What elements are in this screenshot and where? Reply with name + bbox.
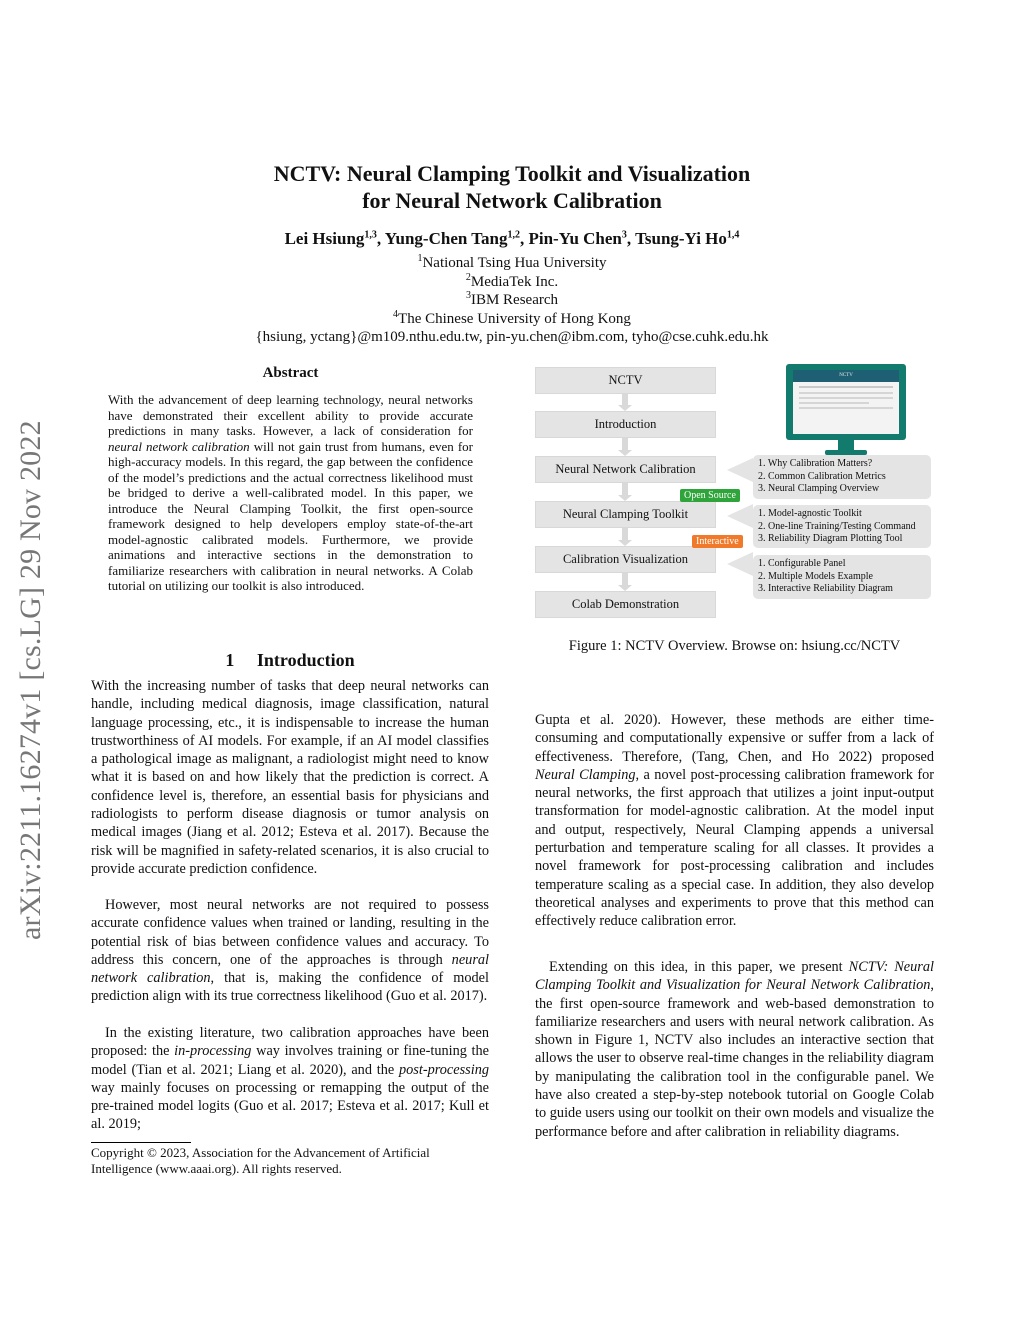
affiliation: $^3$IBM Research (465, 290, 559, 308)
section-bar-nctv: NCTV (535, 367, 716, 394)
monitor-screen-title: NCTV (793, 370, 899, 382)
callout-pointer (727, 458, 753, 482)
author: Yung-Chen Tang$^{1,2}$ (384, 229, 520, 248)
box-item: 3. Neural Clamping Overview (758, 483, 880, 494)
section-bar-colab-demonstration: Colab Demonstration (535, 591, 716, 618)
intro-paragraph-1: With the increasing number of tasks that deep neural networks can handle, including medical diagnosis, image classification, natural language processing, etc., it is indispensable to increase the human trustworthiness of AI models. For example, if an AI model classifies a pathological image as malignant, a radiologist might need to know what it is based on and how likely that the prediction is correct. A confidence level is, therefore, an essential basis for physicians and radiologists to perform disease diagnosis or tumor analysis on medical images (Jiang et al. 2012; Esteva et al. 2017). Because the risk will be magnified in safety-related scenarios, it is also crucial to provide accurate prediction confidence. (91, 678, 489, 877)
right-paragraph-2: Extending on this idea, in this paper, we present NCTV: Neural Clamping Toolkit and Visualization for Neural Network Calibration, the first open-source framework and web-based demonstration to familiarize researchers and users with neural network calibration. As shown in Figure 1, NCTV also includes an interactive section that allows the user to observe real-time changes in the reliability diagram by manipulating the calibration tool in the configurable panel. We have also created a step-by-step notebook tutorial on Google Colab to guide users using our toolkit on their own models and visualize the performance before and after calibration in reliability diagrams. (535, 959, 934, 1140)
author: Lei Hsiung$^{1,3}$ (284, 229, 377, 248)
monitor-icon (786, 364, 906, 440)
box-item: 3. Interactive Reliability Diagram (758, 583, 893, 594)
callout-pointer (727, 552, 753, 576)
box-item: 2. Common Calibration Metrics (758, 470, 886, 482)
section-bar-calibration-visualization: Calibration Visualization (535, 546, 716, 573)
section-bar-neural-network-calibration: Neural Network Calibration (535, 456, 716, 483)
affiliation: $^2$MediaTek Inc. (465, 271, 559, 290)
box-item: 1. Why Calibration Matters? (758, 458, 873, 469)
box-item: 3. Reliability Diagram Plotting Tool (758, 533, 903, 544)
box-item: 2. Multiple Models Example (758, 570, 873, 582)
open-source-tag: Open Source (680, 489, 740, 502)
section-bar-neural-clamping-toolkit: Neural Clamping Toolkit (535, 501, 716, 528)
paper-title (0, 160, 1024, 214)
author: Pin-Yu Chen$^3$ (528, 229, 627, 248)
interactive-tag: Interactive (692, 535, 743, 548)
right-paragraph-1: Gupta et al. 2020). However, these methods are either time-consuming and computationally expensive or suffer from a lack of effectiveness. Therefore, (Tang, Chen, and Ho 2022) proposed Neural Clamping, a novel post-processing calibration framework for neural networks, the first approach that utilizes a joint input-output transformation for model-agnostic calibration. At the model input and output, respectively, Neural Clamping appends a universal perturbation and temperature scaling for all classes. It provides a novel framework for post-processing calibration and includes temperature scaling as a special case. In addition, they also develop theoretical analyses and experiments to prove that this method can effectively reduce calibration error. (535, 712, 935, 930)
title-line-1: NCTV: Neural Clamping Toolkit and Visualization (273, 161, 751, 186)
box-item: 1. Configurable Panel (758, 558, 846, 569)
author-list: Lei Hsiung$^{1,3}$, Yung-Chen Tang$^{1,2}$, Pin-Yu Chen$^3$, Tsung-Yi Ho$^{1,4}$ (284, 229, 740, 248)
box-item: 2. One-line Training/Testing Command (758, 520, 916, 532)
abstract-body: With the advancement of deep learning technology, neural networks have demonstrated their excellent ability to provide accurate predictions in many tasks. However, a lack of consideration for neural network calibration will not gain trust from humans, even for high-accuracy models. In this regard, the gap between the confidence of the model’s predictions and the actual correctness likelihood must be bridged to derive a well-calibrated model. In this paper, we introduce the Neural Clamping Toolkit, the first open-source framework designed to help developers employ state-of-the-art model-agnostic calibrated models. Furthermore, we provide animations and interactive sections in the demonstration to familiarize researchers with calibration in neural networks. A Colab tutorial on utilizing our toolkit is also introduced. (108, 392, 473, 593)
callout-box-visualization (753, 555, 931, 599)
intro-paragraph-2: However, most neural networks are not required to possess accurate confidence values when trained or landing, resulting in the potential risk of bias between confidence values and accuracy. To address this concern, one of the approaches is through neural network calibration, that is, making the confidence of model prediction align with its true correctness likelihood (Guo et al. 2017). (91, 897, 489, 1005)
monitor-stand (838, 440, 854, 450)
copyright-footnote: Copyright © 2023, Association for the Advancement of Artificial Intelligence (www.aaai.org). All rights reserved. (91, 1145, 430, 1176)
title-line-2: for Neural Network Calibration (362, 188, 662, 213)
arxiv-identifier: arXiv:2211.16274v1 [cs.LG] 29 Nov 2022 (14, 420, 47, 940)
affiliation: $^4$The Chinese University of Hong Kong (393, 308, 631, 327)
box-item: 1. Model-agnostic Toolkit (758, 508, 862, 519)
callout-pointer (727, 504, 753, 528)
section-bar-introduction: Introduction (535, 411, 716, 438)
affiliations (0, 254, 1024, 347)
callout-box-calibration (753, 455, 931, 499)
figure-caption: Figure 1: NCTV Overview. Browse on: hsiung.cc/NCTV (568, 638, 901, 654)
author: Tsung-Yi Ho$^{1,4}$ (635, 229, 740, 248)
section-heading-introduction: 1 Introduction (225, 650, 355, 670)
callout-box-toolkit (753, 505, 931, 548)
affiliation: $^1$National Tsing Hua University (417, 253, 607, 271)
intro-paragraph-3: In the existing literature, two calibration approaches have been proposed: the in-processing way involves training or fine-tuning the model (Tian et al. 2021; Liang et al. 2020), and the post-processing way mainly focuses on processing or remapping the output of the pre-trained model logits (Guo et al. 2017; Esteva et al. 2017; Kull et al. 2019; (91, 1025, 489, 1133)
author-emails: {hsiung, yctang}@m109.nthu.edu.tw, pin-yu.chen@ibm.com, tyho@cse.cuhk.edu.hk (255, 329, 769, 345)
footnote-rule (91, 1142, 191, 1143)
abstract-heading: Abstract (262, 365, 319, 381)
